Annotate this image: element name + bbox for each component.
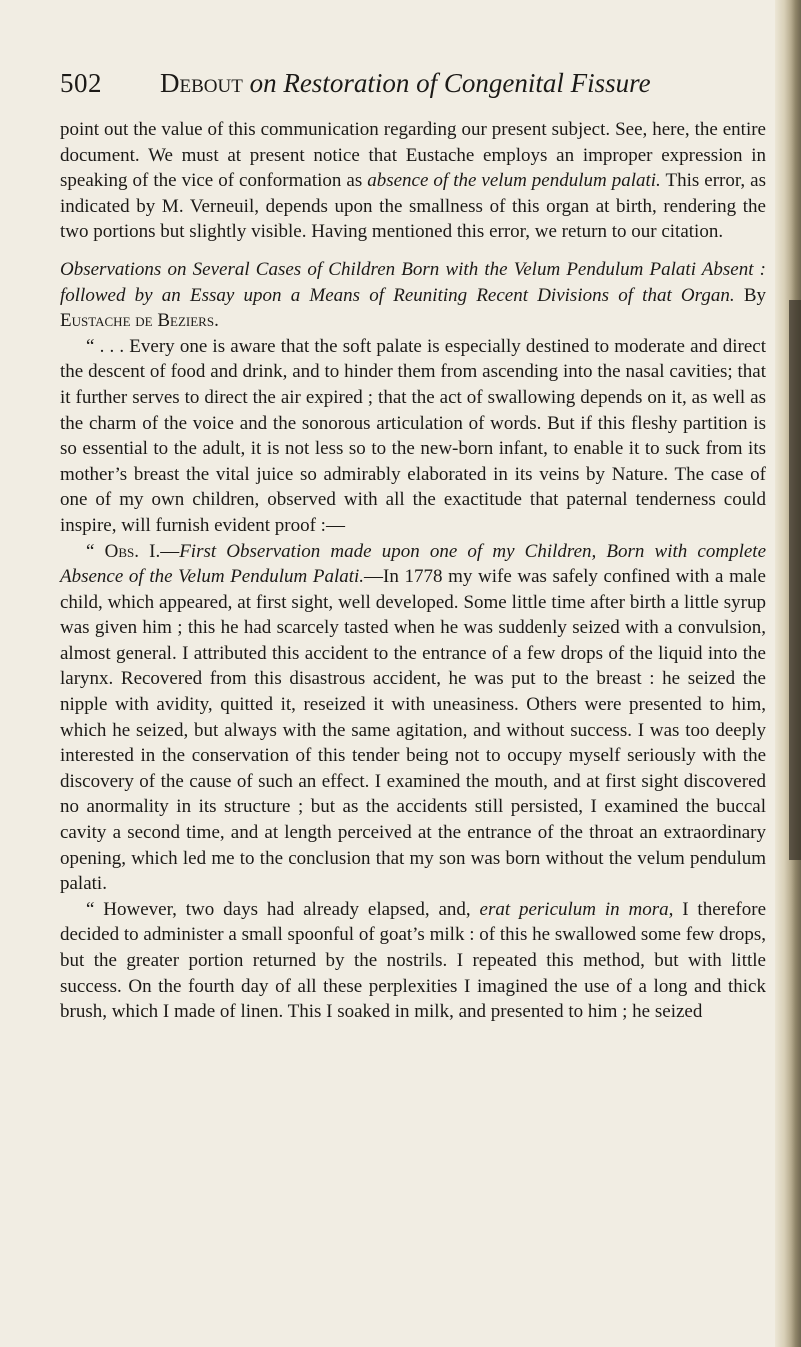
running-head — [160, 68, 651, 99]
citation — [60, 257, 766, 334]
running-head-author: Debout — [160, 68, 243, 98]
binding-shadow — [789, 300, 801, 860]
paragraph-4 — [60, 897, 766, 1025]
observation-1 — [60, 539, 766, 897]
citation-title: Observations on Several Cases of Children Born with the Velum Pendulum Palati Absent : followed by an Essay upon a Means of Reuniting Recent Divisions of that Organ. — [60, 258, 766, 306]
paragraph-4-emphasis: erat periculum in mora, — [479, 898, 674, 920]
citation-by: By — [743, 284, 766, 306]
running-head-on: on — [249, 68, 277, 98]
paragraph-1-rest: This error, as indicated by M. Verneuil, depends upon the smallness of this organ at birth, rendering the two portions but slightly visible. Having mentioned this error, we return to our citation. — [60, 170, 766, 243]
running-head-title: Restoration of Congenital Fissure — [283, 68, 651, 98]
citation-author: Eustache de Beziers. — [60, 310, 219, 332]
paragraph-1 — [60, 117, 766, 245]
observation-label: Obs. I. — [104, 540, 161, 562]
page-number: 502 — [60, 68, 102, 98]
paragraph-2: “ . . . Every one is aware that the soft palate is especially destined to moderate and direct the descent of food and drink, and to hinder them from ascending into the nasal cavities; that it further serves to direct the air expired ; that the act of swallowing depends on it, as well as the charm of the voice and the sonorous articulation of words. But if this fleshy partition is so essential to the adult, it is not less so to the new-born infant, to enable it to suck from its mother’s breast the vital juice so admirably elaborated in its veins by Nature. The case of one of my own children, observed with all the exactitude that paternal tenderness could inspire, will furnish evident proof :— — [60, 335, 766, 536]
observation-dash: — — [160, 540, 180, 562]
paragraph-4-rest: I therefore decided to administer a small spoonful of goat’s milk : of this he swallowed some few drops, but the greater portion returned by the nostrils. I repeated this method, but with little success. On the fourth day of all these perplexities I imagined the use of a long and thick brush, which I made of linen. This I soaked in milk, and presented to him ; he seized — [60, 898, 766, 1023]
page-header — [60, 68, 760, 108]
observation-open-quote: “ — [86, 540, 95, 562]
paragraph-4-text: “ However, two days had already elapsed, and, — [86, 898, 471, 920]
paragraph-1-emphasis: absence of the velum pendulum palati. — [367, 170, 661, 192]
body-text — [60, 117, 766, 1025]
observation-text: —In 1778 my wife was safely confined with a male child, which appeared, at first sight, well developed. Some little time after birth a little syrup was given him ; this he had scarcely tasted when he was suddenly seized with a convulsion, almost general. I attributed this accident to the entrance of a few drops of the liquid into the larynx. Recovered from this disastrous accident, he was put to the breast : he seized the nipple with avidity, quitted it, reseized it with uneasiness. Others were presented to him, which he seized, but always with the same agitation, and without success. I was too deeply interested in the conservation of this tender being not to occupy myself seriously with the discovery of the cause of such an effect. I examined the mouth, and at first sight discovered no anormality in its structure ; but as the accidents still persisted, I examined the buccal cavity a second time, and at length perceived at the entrance of the throat an extraordinary opening, which led me to the conclusion that my son was born without the velum pendulum palati. — [60, 566, 766, 895]
paragraph-1-text: point out the value of this communication regarding our present subject. See, here, the entire document. We must at present notice that Eustache employs an improper expression in speaking of the vice of conformation as — [60, 119, 766, 192]
observation-title: First Observation made upon one of my Children, Born with complete Absence of the Velum Pendulum Palati. — [60, 540, 767, 588]
